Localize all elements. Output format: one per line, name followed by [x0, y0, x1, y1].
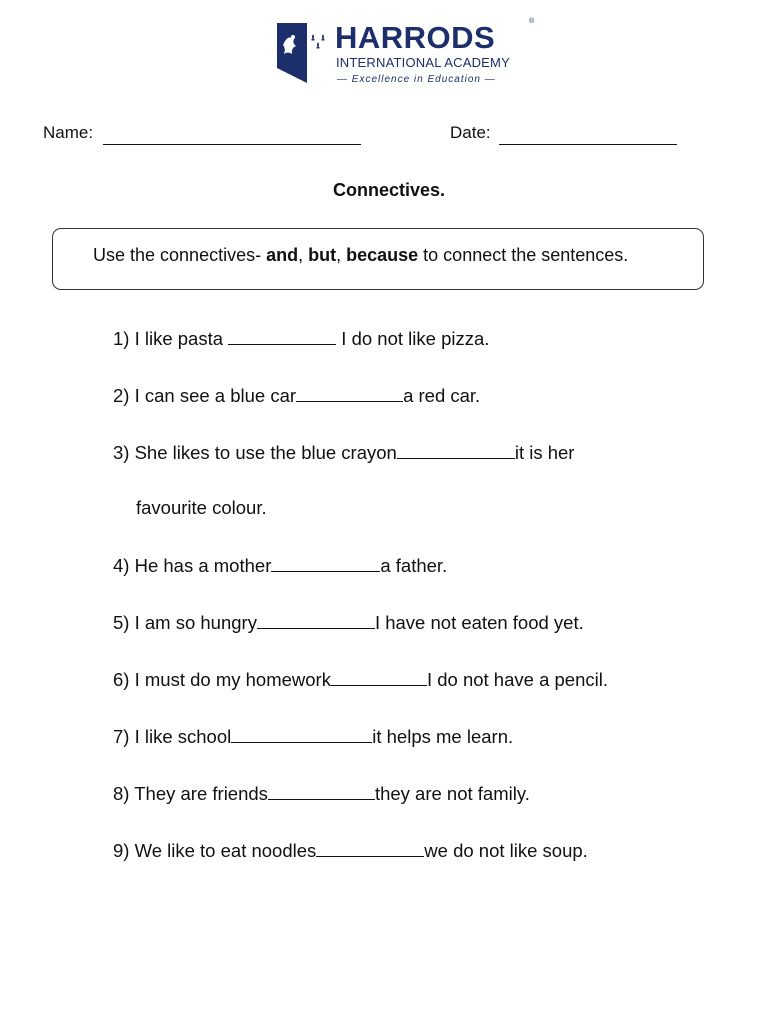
- instruction-sep: ,: [298, 245, 309, 265]
- question-text-after: I do not have a pencil.: [426, 669, 608, 690]
- registered-mark: ®: [529, 18, 535, 25]
- question-6: [113, 668, 608, 692]
- answer-blank[interactable]: [271, 555, 380, 572]
- question-text-before: 8) They are friends: [113, 783, 268, 804]
- answer-blank[interactable]: [228, 328, 336, 345]
- question-text-after: a father.: [380, 555, 448, 576]
- fleur-de-lis-icon: [308, 32, 330, 54]
- question-text-before: 9) We like to eat noodles: [113, 840, 317, 861]
- question-1: [113, 327, 489, 351]
- connective-but: but: [308, 245, 337, 265]
- question-text-after: a red car.: [403, 385, 481, 406]
- date-field[interactable]: [499, 144, 677, 145]
- answer-blank[interactable]: [296, 385, 403, 402]
- instruction-suffix: to connect the sentences.: [418, 245, 629, 265]
- question-text-after: it is her: [514, 442, 575, 463]
- question-2: [113, 384, 480, 408]
- question-text-after: I do not like pizza.: [336, 328, 490, 349]
- instruction-prefix: Use the connectives-: [93, 245, 267, 265]
- answer-blank[interactable]: [257, 612, 375, 629]
- question-7: [113, 725, 513, 749]
- connective-because: because: [346, 245, 419, 265]
- school-logo: [277, 18, 547, 88]
- answer-blank[interactable]: [316, 840, 424, 857]
- question-4: [113, 554, 447, 578]
- name-label: Name:: [43, 123, 94, 142]
- question-3-continuation: favourite colour.: [136, 497, 267, 518]
- date-label: Date:: [450, 123, 491, 142]
- question-text-before: 7) I like school: [113, 726, 232, 747]
- question-text-before: 2) I can see a blue car: [113, 385, 297, 406]
- connective-and: and: [266, 245, 299, 265]
- question-text-after: I have not eaten food yet.: [374, 612, 584, 633]
- answer-blank[interactable]: [397, 442, 515, 459]
- instruction-sep: ,: [336, 245, 347, 265]
- answer-blank[interactable]: [331, 669, 427, 686]
- question-text-before: 6) I must do my homework: [113, 669, 331, 690]
- question-text-after: we do not like soup.: [424, 840, 588, 861]
- question-5: [113, 611, 584, 635]
- question-8: [113, 782, 530, 806]
- name-field[interactable]: [103, 144, 361, 145]
- brand-name: HARRODS: [335, 20, 496, 55]
- question-text-before: 5) I am so hungry: [113, 612, 257, 633]
- worksheet-title: Connectives.: [332, 180, 446, 200]
- question-3: [113, 441, 574, 465]
- crest-shield-icon: [277, 23, 307, 83]
- question-text-after: they are not family.: [374, 783, 530, 804]
- question-text-before: 3) She likes to use the blue crayon: [113, 442, 397, 463]
- brand-tagline: — Excellence in Education —: [337, 74, 496, 85]
- question-text-before: 1) I like pasta: [113, 328, 229, 349]
- question-9: [113, 839, 588, 863]
- answer-blank[interactable]: [231, 726, 372, 743]
- question-text-after: it helps me learn.: [372, 726, 514, 747]
- answer-blank[interactable]: [268, 783, 375, 800]
- question-text-before: 4) He has a mother: [113, 555, 272, 576]
- instruction-text: [93, 245, 628, 266]
- brand-subtitle: INTERNATIONAL ACADEMY: [336, 55, 510, 70]
